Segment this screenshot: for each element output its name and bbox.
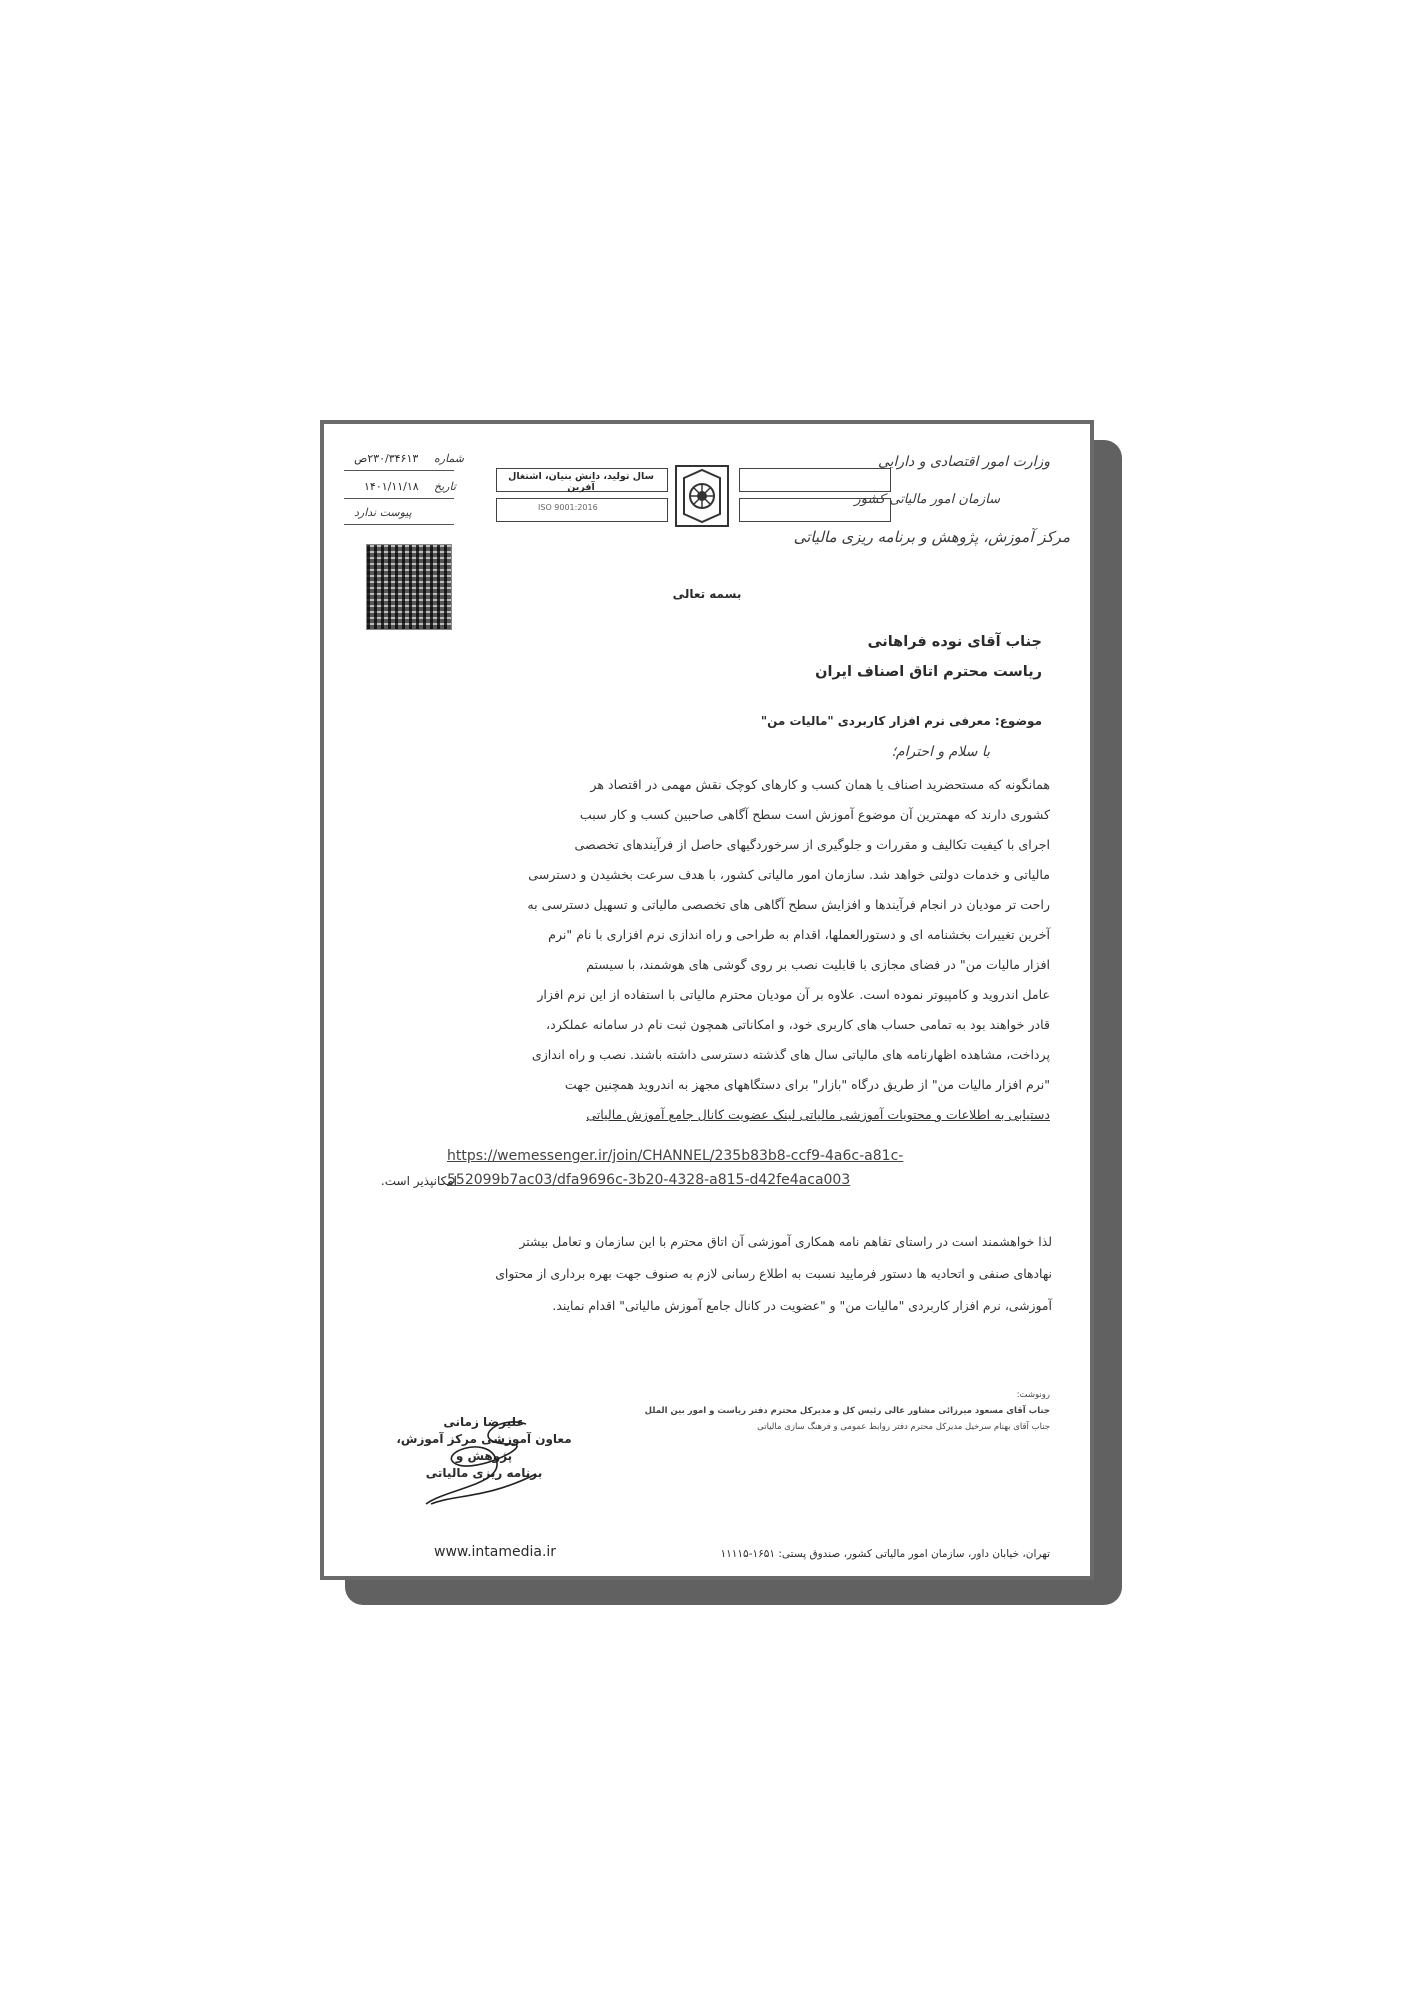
recipient-name: جناب آقای نوده فراهانی xyxy=(867,634,1042,650)
ministry-line-1: وزارت امور اقتصادی و دارایی xyxy=(877,454,1050,470)
iso-label: ISO 9001:2016 xyxy=(538,503,598,512)
date-label: تاریخ xyxy=(434,480,456,493)
signature-name: علیرضا زمانی xyxy=(443,1415,525,1429)
number-underline xyxy=(344,470,454,471)
link-suffix: امکانپذیر است. xyxy=(380,1174,457,1188)
year-slogan: سال تولید، دانش بنیان، اشتغال آفرین xyxy=(508,471,654,493)
footer-address: تهران، خیابان داور، سازمان امور مالیاتی کشور، صندوق پستی: ۱۶۵۱-۱۱۱۱۵ xyxy=(720,1548,1050,1560)
attachment-label: پیوست ندارد xyxy=(354,506,412,519)
signature-title-1: معاون آموزشی مرکز آموزش، پژوهش و xyxy=(396,1432,572,1463)
letter-page xyxy=(320,420,1094,1580)
cc-line-1: جناب آقای مسعود میرزائی مشاور عالی رئیس کل و مدیرکل محترم دفتر ریاست و امور بین الملل xyxy=(644,1406,1050,1416)
closing-paragraph xyxy=(412,1226,1052,1322)
closing-line: نهادهای صنفی و اتحادیه ها دستور فرمایید نسبت به اطلاع رسانی لازم به صنوف جهت بهره برداری از محتوای xyxy=(495,1266,1052,1281)
body-line: قادر خواهند بود به تمامی حساب های کاربری خود، و امکاناتی همچون ثبت نام در سامانه عملکرد، xyxy=(546,1017,1050,1032)
cc-line-2: جناب آقای بهنام سرخیل مدیرکل محترم دفتر روابط عمومی و فرهنگ سازی مالیاتی xyxy=(757,1422,1050,1432)
body-line: عامل اندروید و کامپیوتر نموده است. علاوه بر آن مودیان محترم مالیاتی با استفاده از این نرم افزار xyxy=(537,987,1050,1002)
cc-heading: رونوشت: xyxy=(1016,1390,1050,1400)
body-line: دستیابی به اطلاعات و محتویات آموزشی مالیاتی لینک عضویت کانال جامع آموزش مالیاتی xyxy=(586,1107,1050,1122)
channel-link-line-2[interactable]: 552099b7ac03/dfa9696c-3b20-4328-a815-d42fe4aca003 xyxy=(447,1172,851,1188)
ministry-line-3: مرکز آموزش، پژوهش و برنامه ریزی مالیاتی xyxy=(793,528,1070,546)
body-line: آخرین تغییرات بخشنامه ای و دستورالعملها، اقدام به طراحی و راه اندازی نرم افزاری با نام "نرم xyxy=(548,927,1050,942)
body-line: اجرای با کیفیت تکالیف و مقررات و جلوگیری از سرخوردگیهای حاصل از فرآیندهای تخصصی xyxy=(574,837,1050,852)
footer-website[interactable]: www.intamedia.ir xyxy=(434,1544,557,1560)
header-box-right-bottom xyxy=(739,498,891,522)
emblem-icon xyxy=(670,464,734,528)
body-line: پرداخت، مشاهده اظهارنامه های مالیاتی سال های گذشته دسترسی داشته باشند. نصب و راه اندازی xyxy=(531,1047,1050,1062)
number-label: شماره xyxy=(434,452,465,465)
body-paragraph xyxy=(432,770,1050,1130)
body-line: کشوری دارند که مهمترین آن موضوع آموزش است سطح آگاهی صاحبین کسب و کار سبب xyxy=(579,807,1050,822)
attachment-underline xyxy=(344,524,454,525)
handwritten-signature xyxy=(416,1404,546,1514)
closing-line: آموزشی، نرم افزار کاربردی "مالیات من" و "عضویت در کانال جامع آموزش مالیاتی" اقدام نمایند. xyxy=(552,1298,1052,1313)
date-underline xyxy=(344,498,454,499)
body-line: افزار مالیات من" در فضای مجازی با قابلیت نصب بر روی گوشی های هوشمند، با سیستم xyxy=(586,957,1050,972)
ministry-line-2: سازمان امور مالیاتی کشور xyxy=(854,492,1000,507)
body-line: "نرم افزار مالیات من" از طریق درگاه "بازار" برای دستگاههای مجهز به اندروید همچنین جهت xyxy=(564,1077,1050,1092)
recipient-title: ریاست محترم اتاق اصناف ایران xyxy=(815,664,1042,680)
body-line: مالیاتی و خدمات دولتی خواهد شد. سازمان امور مالیاتی کشور، با هدف سرعت بخشیدن و دسترسی xyxy=(528,867,1050,882)
greeting: با سلام و احترام؛ xyxy=(891,744,990,760)
body-line: راحت تر مودیان در انجام فرآیندها و افزایش سطح آگاهی های تخصصی مالیاتی و تسهیل دسترسی به xyxy=(527,897,1050,912)
signature-title-2: برنامه ریزی مالیاتی xyxy=(425,1466,543,1480)
closing-line: لذا خواهشمند است در راستای تفاهم نامه همکاری آموزشی آن اتاق محترم با این سازمان و تعامل بیشتر xyxy=(519,1234,1052,1249)
number-value: ۲۳۰/۳۴۶۱۳ص xyxy=(354,452,419,465)
header-box-right-top xyxy=(739,468,891,492)
channel-link-line-1[interactable]: https://wemessenger.ir/join/CHANNEL/235b83b8-ccf9-4a6c-a81c- xyxy=(447,1148,904,1164)
body-line: همانگونه که مستحضرید اصناف یا همان کسب و کارهای کوچک نقش مهمی در اقتصاد هر xyxy=(590,777,1050,792)
date-value: ۱۴۰۱/۱۱/۱۸ xyxy=(364,480,419,493)
subject-line: موضوع: معرفی نرم افزار کاربردی "مالیات من" xyxy=(760,714,1042,728)
invocation: بسمه تعالی xyxy=(672,587,742,601)
